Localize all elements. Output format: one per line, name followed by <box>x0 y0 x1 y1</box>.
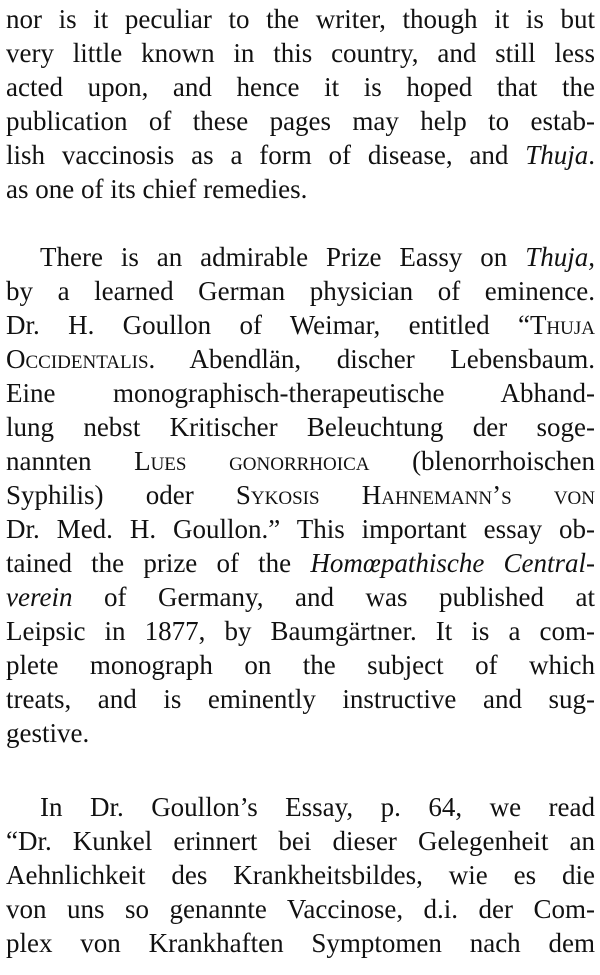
text-run: of Germany, and was published at <box>72 582 595 612</box>
text-run: “Dr. Kunkel erinnert bei dieser Gelegenheit an <box>6 826 595 856</box>
text-run: gestive. <box>6 718 90 748</box>
text-run: von uns so genannte Vaccinose, d.i. der Com- <box>6 894 595 924</box>
text-run: Aehnlichkeit des Krankheitsbildes, wie es die <box>6 860 595 890</box>
text-run: Leipsic in 1877, by Baumgärtner. It is a com- <box>6 616 595 646</box>
text-run: (blenorrhoischen <box>369 446 596 476</box>
text-line <box>6 546 595 580</box>
text-line <box>6 70 595 104</box>
text-line <box>6 2 595 36</box>
text-line <box>6 580 595 614</box>
text-run: Eine monographisch-therapeutische Abhand- <box>6 378 595 408</box>
text-line <box>6 138 595 172</box>
text-run: very little known in this country, and still less <box>6 38 595 68</box>
text-line <box>6 104 595 138</box>
text-line <box>6 342 595 376</box>
text-run: nannten <box>6 446 135 476</box>
text-run: Dr. Med. H. Goullon.” This important essay ob- <box>6 514 595 544</box>
small-caps-text: Lues gonorrhoica <box>134 446 370 476</box>
text-run: by a learned German physician of eminence. <box>6 276 595 306</box>
text-run: nor is it peculiar to the writer, though it is but <box>6 4 595 34</box>
text-run: There is an admirable Prize Eassy on <box>40 242 526 272</box>
italic-text: verein <box>6 582 73 612</box>
text-line <box>6 172 595 206</box>
text-line <box>6 444 595 478</box>
text-line <box>6 410 595 444</box>
text-run: Syphilis) oder <box>6 480 236 510</box>
text-run: . <box>588 140 595 170</box>
text-run: lish vaccinosis as a form of disease, and <box>6 140 526 170</box>
text-run: In Dr. Goullon’s Essay, p. 64, we read <box>40 792 595 822</box>
small-caps-text: Sykosis Hahnemann’s von <box>235 480 595 510</box>
text-line <box>6 376 595 410</box>
text-run: plete monograph on the subject of which <box>6 650 595 680</box>
text-line <box>6 512 595 546</box>
text-line <box>40 240 595 274</box>
text-run: treats, and is eminently instructive and sug- <box>6 684 595 714</box>
text-line <box>6 858 595 892</box>
small-caps-text: Occidentalis <box>6 344 149 374</box>
text-run: publication of these pages may help to estab- <box>6 106 595 136</box>
text-line <box>6 892 595 926</box>
text-line <box>6 824 595 858</box>
text-line <box>6 36 595 70</box>
italic-text: Thuja <box>525 140 589 170</box>
italic-text: Thuja, <box>525 242 595 272</box>
text-run: Dr. H. Goullon of Weimar, entitled “ <box>6 310 530 340</box>
text-line <box>6 716 595 750</box>
text-line <box>40 790 595 824</box>
text-run: as one of its chief remedies. <box>6 174 308 204</box>
text-run: acted upon, and hence it is hoped that the <box>6 72 595 102</box>
text-run: lung nebst Kritischer Beleuchtung der soge- <box>6 412 595 442</box>
text-line <box>6 308 595 342</box>
text-line <box>6 274 595 308</box>
text-line <box>6 682 595 716</box>
italic-text: Homœpathische Central- <box>310 548 595 578</box>
text-line <box>6 478 595 512</box>
text-line <box>6 926 595 960</box>
text-run: . Abendlän, discher Lebensbaum. <box>148 344 595 374</box>
text-line <box>6 648 595 682</box>
text-run: tained the prize of the <box>6 548 311 578</box>
text-line <box>6 614 595 648</box>
small-caps-text: Thuja <box>529 310 595 340</box>
text-run: plex von Krankhaften Symptomen nach dem <box>6 928 595 958</box>
